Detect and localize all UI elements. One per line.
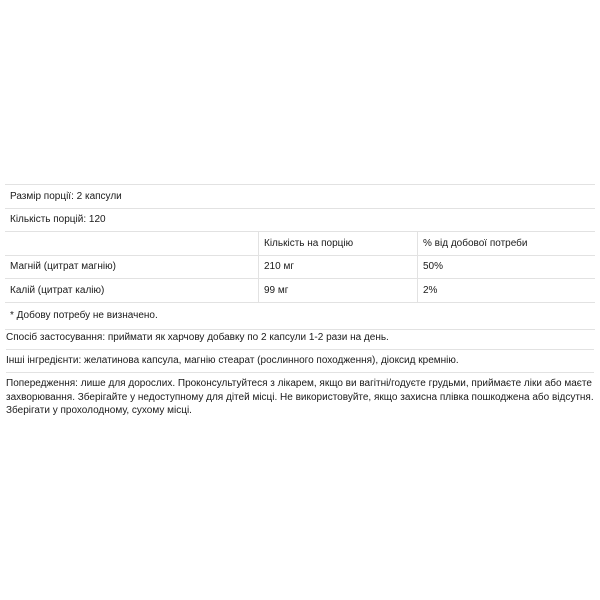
- footnote: * Добову потребу не визначено.: [5, 302, 595, 329]
- nutrient-name: Калій (цитрат калію): [5, 279, 259, 303]
- table-header-row: [5, 232, 595, 256]
- warnings: Попередження: лише для дорослих. Проконсультуйтеся з лікарем, якщо ви вагітні/годуєте грудьми, приймаєте ліки або маєте захворювання. Зберігайте у недоступному для дітей місці. Не використовуйте, якщо захисна плівка пошкоджена або відсутня. Зберігати у прохолодному, сухому місці.: [6, 378, 594, 416]
- servings-count-row: [5, 208, 595, 232]
- serving-size: Размір порції: 2 капсули: [5, 185, 595, 209]
- nutrient-daily-value: 2%: [418, 279, 596, 303]
- servings-count: Кількість порцій: 120: [5, 208, 595, 232]
- other-ingredients: Інші інгредієнти: желатинова капсула, магнію стеарат (рослинного походження), діоксид кремнію.: [6, 354, 594, 373]
- header-amount: Кількість на порцію: [259, 232, 418, 256]
- table-row: [5, 255, 595, 279]
- nutrient-amount: 210 мг: [259, 255, 418, 279]
- table-row: [5, 279, 595, 303]
- footnote-row: [5, 302, 595, 329]
- nutrient-daily-value: 50%: [418, 255, 596, 279]
- nutrient-amount: 99 мг: [259, 279, 418, 303]
- header-empty-cell: [5, 232, 259, 256]
- supplement-facts-table: [5, 184, 595, 330]
- header-daily-value: % від добової потреби: [418, 232, 596, 256]
- usage-instructions: Спосіб застосування: приймати як харчову добавку по 2 капсули 1-2 рази на день.: [6, 331, 594, 350]
- serving-size-row: [5, 185, 595, 209]
- nutrient-name: Магній (цитрат магнію): [5, 255, 259, 279]
